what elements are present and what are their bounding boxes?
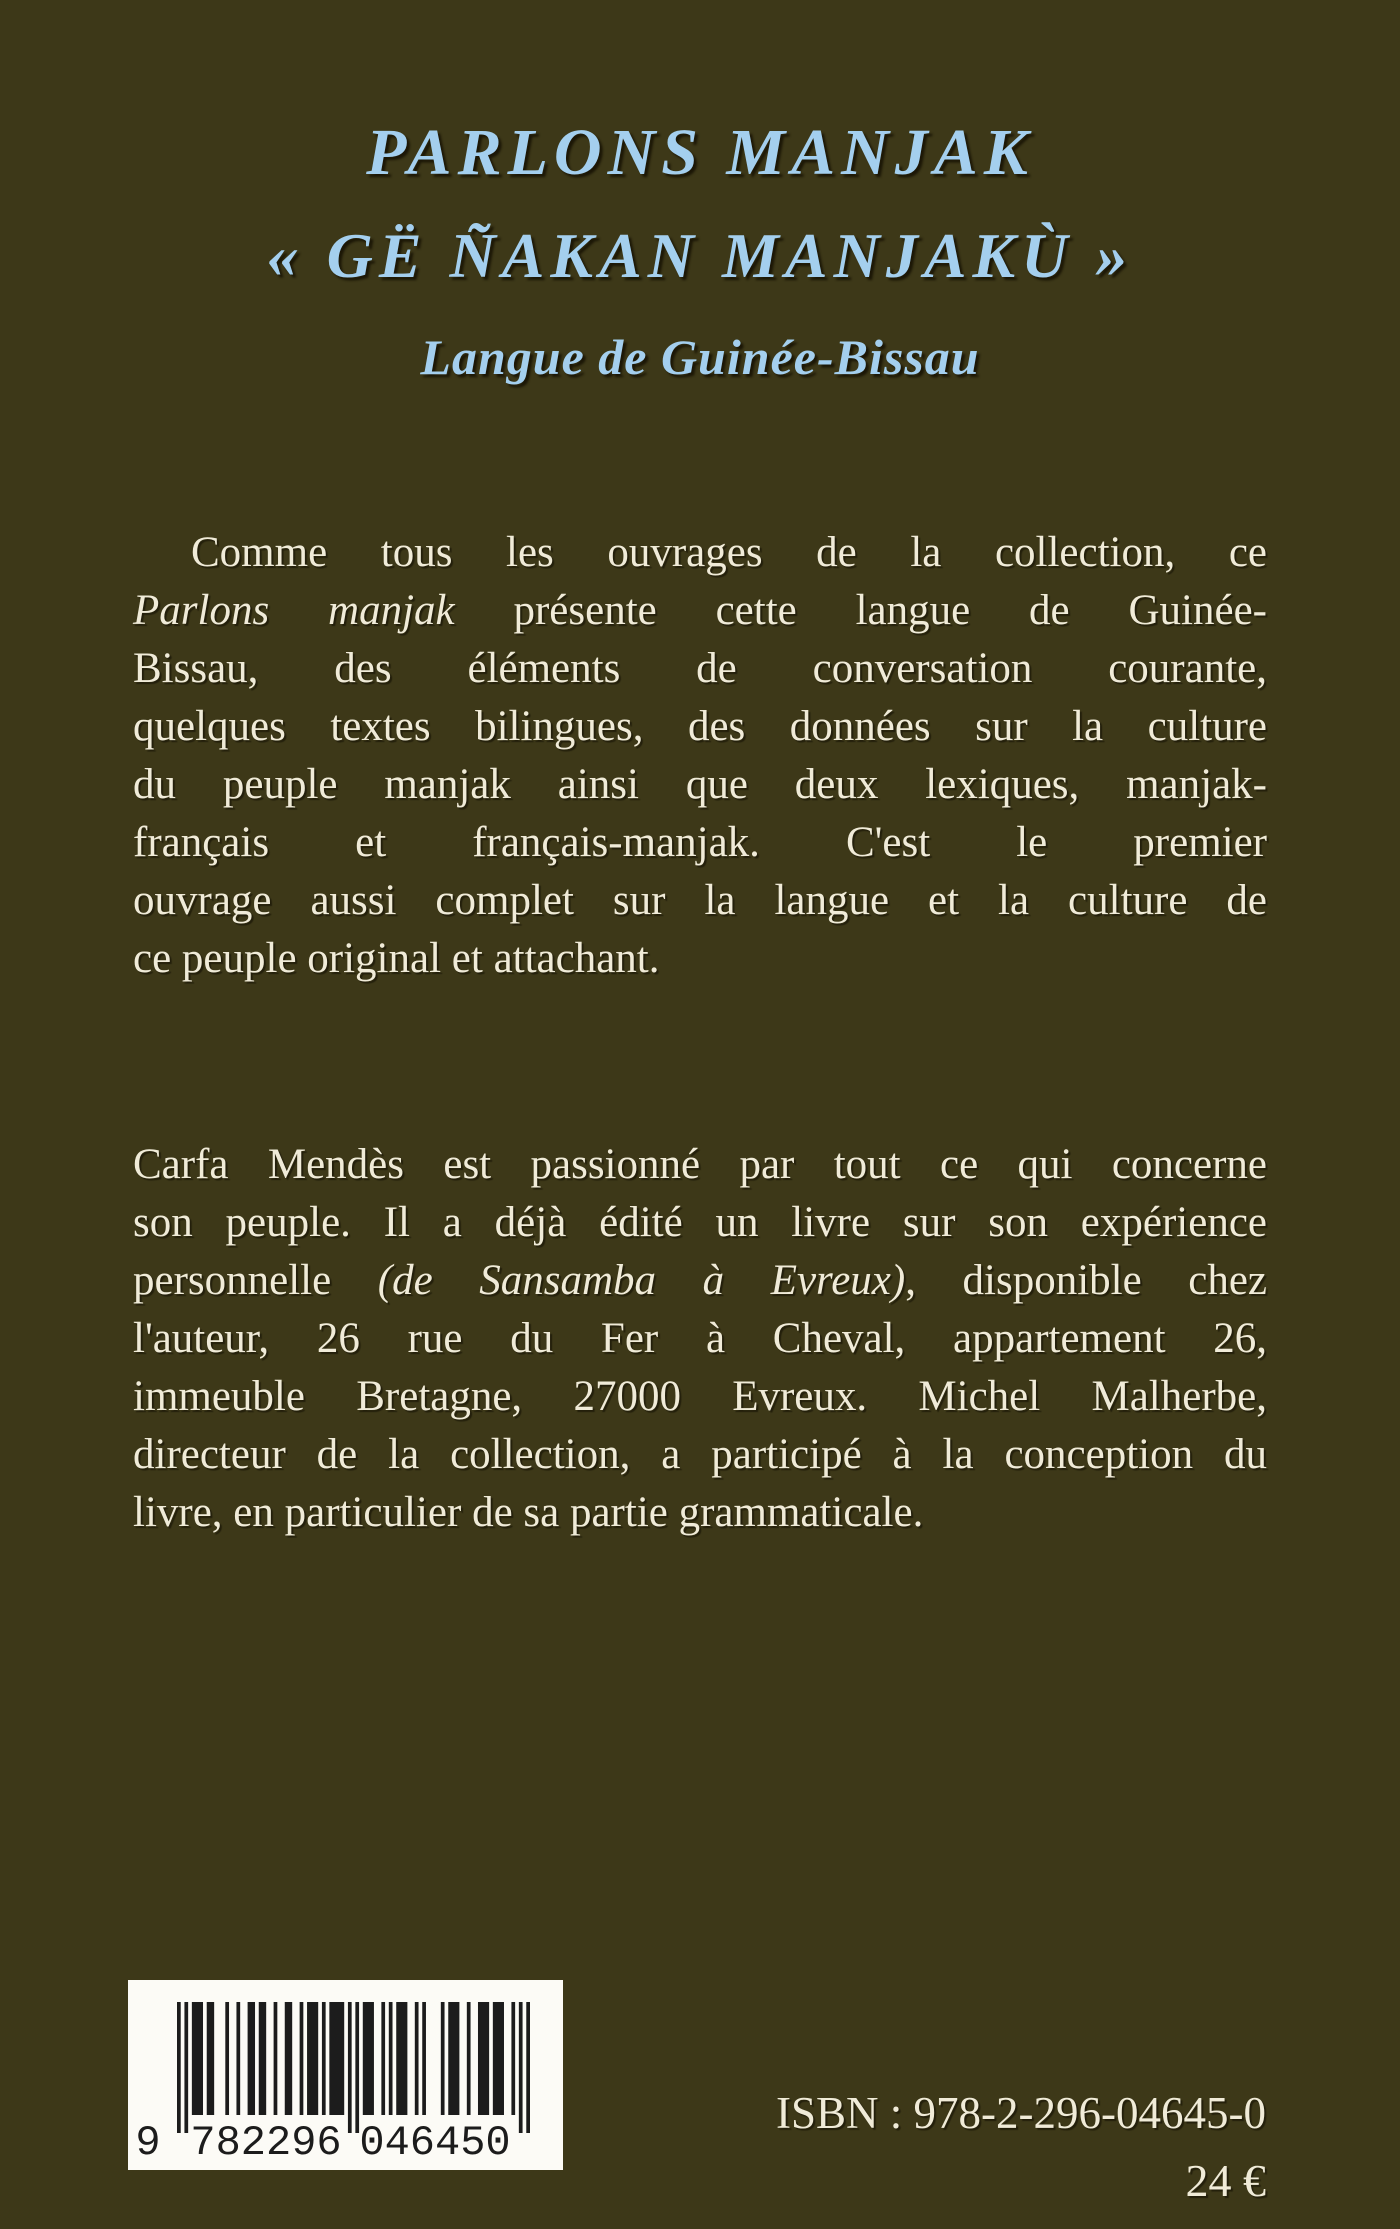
- paragraph-line: personnelle (de Sansamba à Evreux), disponible chez: [133, 1257, 1268, 1304]
- book-title: PARLONS MANJAK: [366, 116, 1034, 189]
- barcode-digits: 9: [135, 2119, 161, 2167]
- paragraph-line: quelques textes bilingues, des données sur la culture: [133, 703, 1267, 750]
- book-tagline: Langue de Guinée-Bissau: [420, 329, 980, 385]
- paragraph-line: livre, en particulier de sa partie grammaticale.: [133, 1489, 924, 1536]
- paragraph-line: Carfa Mendès est passionné par tout ce qui concerne: [133, 1141, 1267, 1188]
- barcode-digits: 046450: [359, 2119, 511, 2167]
- synopsis-paragraph: [133, 524, 1267, 988]
- price-label: 24 €: [1185, 2155, 1266, 2206]
- paragraph-line: français et français-manjak. C'est le premier: [133, 819, 1267, 866]
- barcode: [128, 1980, 563, 2170]
- paragraph-line: Comme tous les ouvrages de la collection, ce: [191, 529, 1267, 576]
- ean13-barcode: [128, 1980, 563, 2170]
- book-subtitle: « GË ÑAKAN MANJAKÙ »: [266, 220, 1134, 291]
- barcode-digits: 782296: [190, 2119, 342, 2167]
- paragraph-line: immeuble Bretagne, 27000 Evreux. Michel Malherbe,: [133, 1373, 1267, 1420]
- isbn-label: ISBN : 978-2-296-04645-0: [776, 2088, 1266, 2138]
- paragraph-line: du peuple manjak ainsi que deux lexiques, manjak-: [133, 761, 1267, 808]
- paragraph-line: l'auteur, 26 rue du Fer à Cheval, appartement 26,: [133, 1315, 1267, 1362]
- paragraph-line: ouvrage aussi complet sur la langue et la culture de: [133, 877, 1267, 924]
- author-paragraph: [133, 1136, 1267, 1542]
- paragraph-line: ce peuple original et attachant.: [133, 935, 660, 982]
- footer-text-block: [776, 2086, 1266, 2204]
- paragraph-line: Bissau, des éléments de conversation courante,: [133, 645, 1267, 692]
- paragraph-line: directeur de la collection, a participé à la conception du: [133, 1431, 1267, 1478]
- paragraph-line: Parlons manjak présente cette langue de Guinée-: [133, 587, 1267, 634]
- paragraph-line: son peuple. Il a déjà édité un livre sur son expérience: [133, 1199, 1267, 1246]
